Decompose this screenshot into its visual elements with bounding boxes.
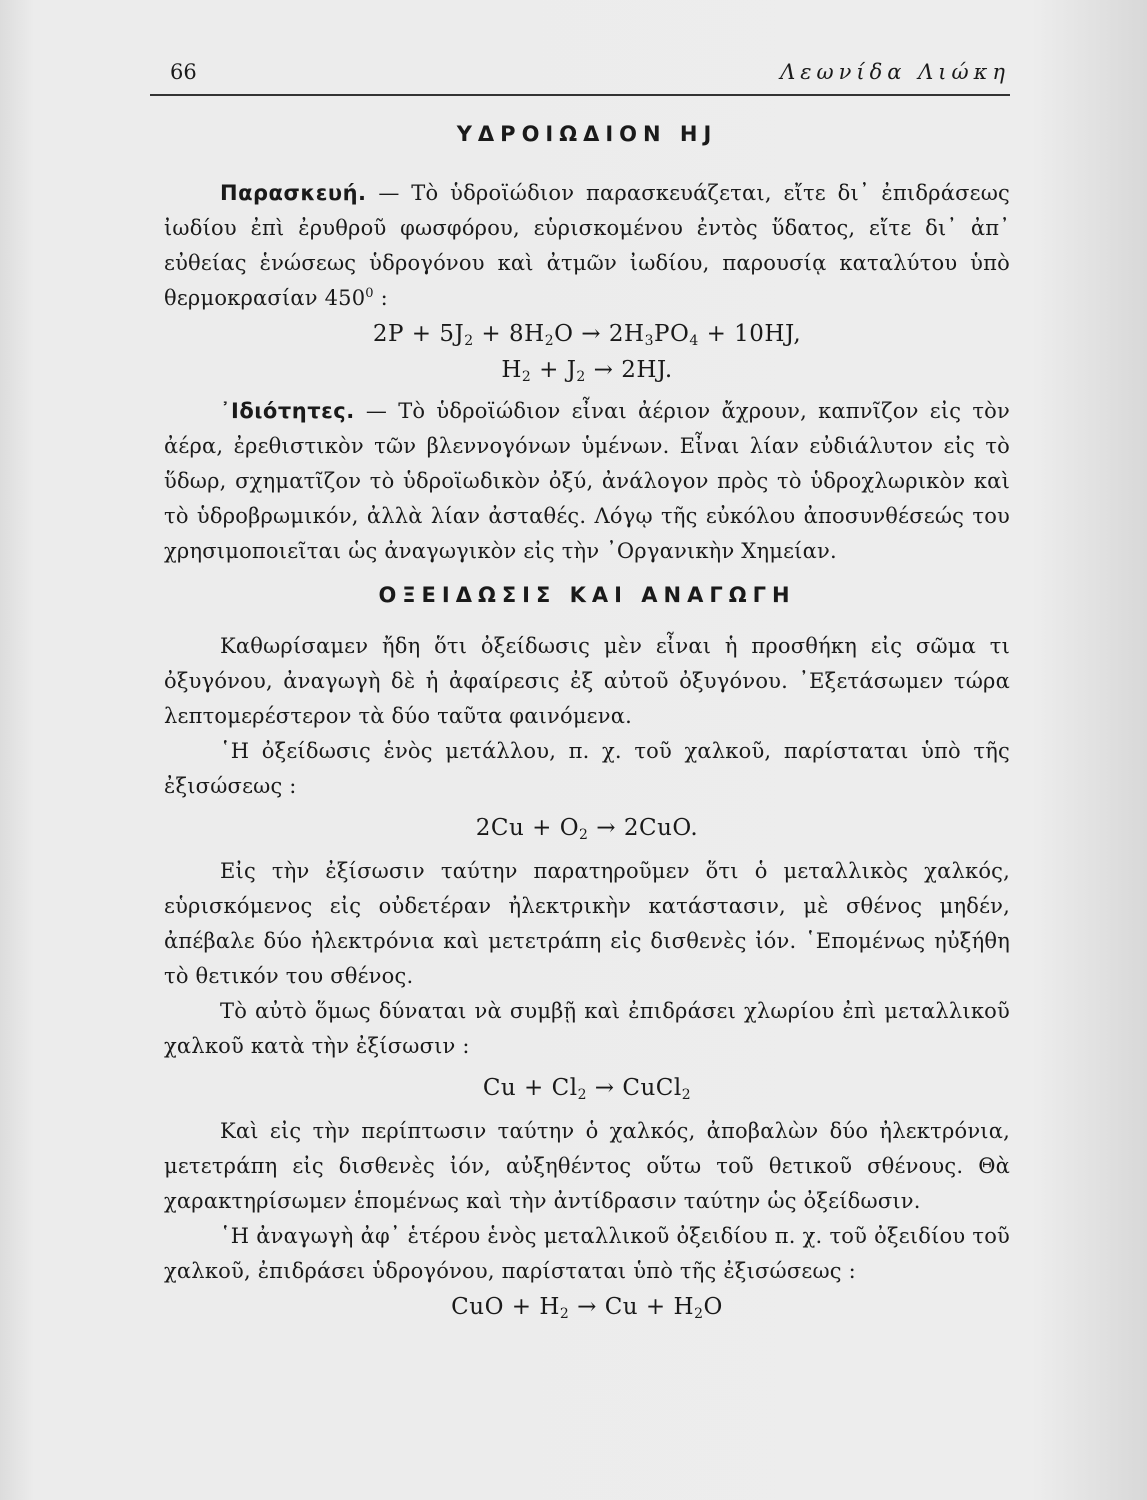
page-number: 66 [170, 60, 197, 84]
paragraph-chlorine: Τὸ αὐτὸ ὅμως δύναται νὰ συμβῇ καὶ ἐπιδράσει χλωρίου ἐπὶ μεταλλικοῦ χαλκοῦ κατὰ τὴν ἐξίσωσιν : [164, 999, 1010, 1058]
paragraph-oxidation-metal: ῾Η ὀξείδωσις ἑνὸς μετάλλου, π. χ. τοῦ χαλκοῦ, παρίσταται ὑπὸ τῆς ἐξισώσεως : [164, 739, 1010, 798]
paragraph-reduction: ῾Η ἀναγωγὴ ἀφ᾽ ἑτέρου ἑνὸς μεταλλικοῦ ὀξειδίου π. χ. τοῦ ὀξειδίου τοῦ χαλκοῦ, ἐπιδράσει ὑδρογόνου, παρίσταται ὑπὸ τῆς ἐξισώσεως : [164, 1224, 1010, 1283]
equation-2: $H_2 + J_2 \to 2HJ$. [501, 357, 673, 385]
equation-copper-oxide-hydrogen: CuO + $H_2 \to Cu + H_2O$ [451, 1294, 723, 1322]
properties-text: — Τὸ ὑδροϊώδιον εἶναι ἀέριον ἄχρουν, καπνῖζον εἰς τὸν ἀέρα, ἐρεθιστικὸν τῶν βλεννογόνων ὑμένων. Εἶναι λίαν εὐδιάλυτον εἰς τὸ ὕδωρ, σχηματῖζον τὸ ὑδροϊωδικὸν ὀξύ, ἀνάλογον πρὸς τὸ ὑδροχλωρικὸν καὶ τὸ ὑδροβρωμικόν, ἀλλὰ λίαν ἀσταθές. Λόγῳ τῆς εὐκόλου ἀποσυνθέσεώς του χρησιμοποιεῖται ὡς ἀναγωγικὸν εἰς τὴν ᾿Οργανικὴν Χημείαν. [164, 399, 1010, 563]
page-body [164, 122, 1010, 1325]
preparation-end: : [373, 286, 388, 310]
preparation-label: Παρασκευή. [220, 181, 367, 205]
running-head: Λεωνίδα Λιώκη [780, 60, 1010, 84]
section-title-oxidation-reduction: ΟΞΕΙΔΩΣΙΣ ΚΑΙ ΑΝΑΓΩΓΗ [378, 583, 796, 607]
section-title-hydroiodide: ΥΔΡΟΙΩΔΙΟΝ HJ [456, 122, 718, 146]
properties-paragraph [164, 394, 1010, 569]
preparation-text: — Τὸ ὑδροϊώδιον παρασκευάζεται, εἴτε δι᾽ ἐπιδράσεως ἰωδίου ἐπὶ ἐρυθροῦ φωσφόρου, εὑρισκομένου ἐντὸς ὕδατος, εἴτε δι᾽ ἀπ᾽ εὐθείας ἑνώσεως ὑδρογόνου καὶ ἀτμῶν ἰωδίου, παρουσίᾳ καταλύτου ὑπὸ θερμοκρασίαν 450 [164, 181, 1010, 310]
equation-copper-chlorine: $Cu + Cl_2$ → CuCl$_2$ [482, 1075, 692, 1103]
degree-mark: 0 [365, 286, 374, 301]
preparation-paragraph [164, 176, 1010, 316]
paragraph-explanation: Εἰς τὴν ἐξίσωσιν ταύτην παρατηροῦμεν ὅτι ὁ μεταλλικὸς χαλκός, εὑρισκόμενος εἰς οὐδετέραν ἠλεκτρικὴν κατάστασιν, μὲ σθένος μηδέν, ἀπέβαλε δύο ἠλεκτρόνια καὶ μετετράπη εἰς δισθενὲς ἰόν. ῾Επομένως ηὐξήθη τὸ θετικόν του σθένος. [164, 859, 1010, 988]
paragraph-definition: Καθωρίσαμεν ἤδη ὅτι ὀξείδωσις μὲν εἶναι ἡ προσθήκη εἰς σῶμα τι ὀξυγόνου, ἀναγωγὴ δὲ ἡ ἀφαίρεσις ἐξ αὐτοῦ ὀξυγόνου. ᾿Εξετάσωμεν τώρα λεπτομερέστερον τὰ δύο ταῦτα φαινόμενα. [164, 634, 1010, 728]
paragraph-oxidation-conclusion: Καὶ εἰς τὴν περίπτωσιν ταύτην ὁ χαλκός, ἀποβαλὼν δύο ἠλεκτρόνια, μετετράπη εἰς δισθενὲς ἰόν, αὐξηθέντος οὕτω τοῦ θετικοῦ σθένους. Θὰ χαρακτηρίσωμεν ἑπομένως καὶ τὴν ἀντίδρασιν ταύτην ὡς ὀξείδωσιν. [164, 1119, 1010, 1213]
page-header [150, 58, 1010, 96]
equation-copper-oxygen: $2Cu + O_2 \to 2CuO$. [475, 815, 699, 843]
properties-label: ᾿Ιδιότητες. [220, 399, 355, 423]
equation-1: $2P + 5J_2 + 8H_2O \to 2H_3PO_4 + 10HJ$, [372, 321, 802, 349]
